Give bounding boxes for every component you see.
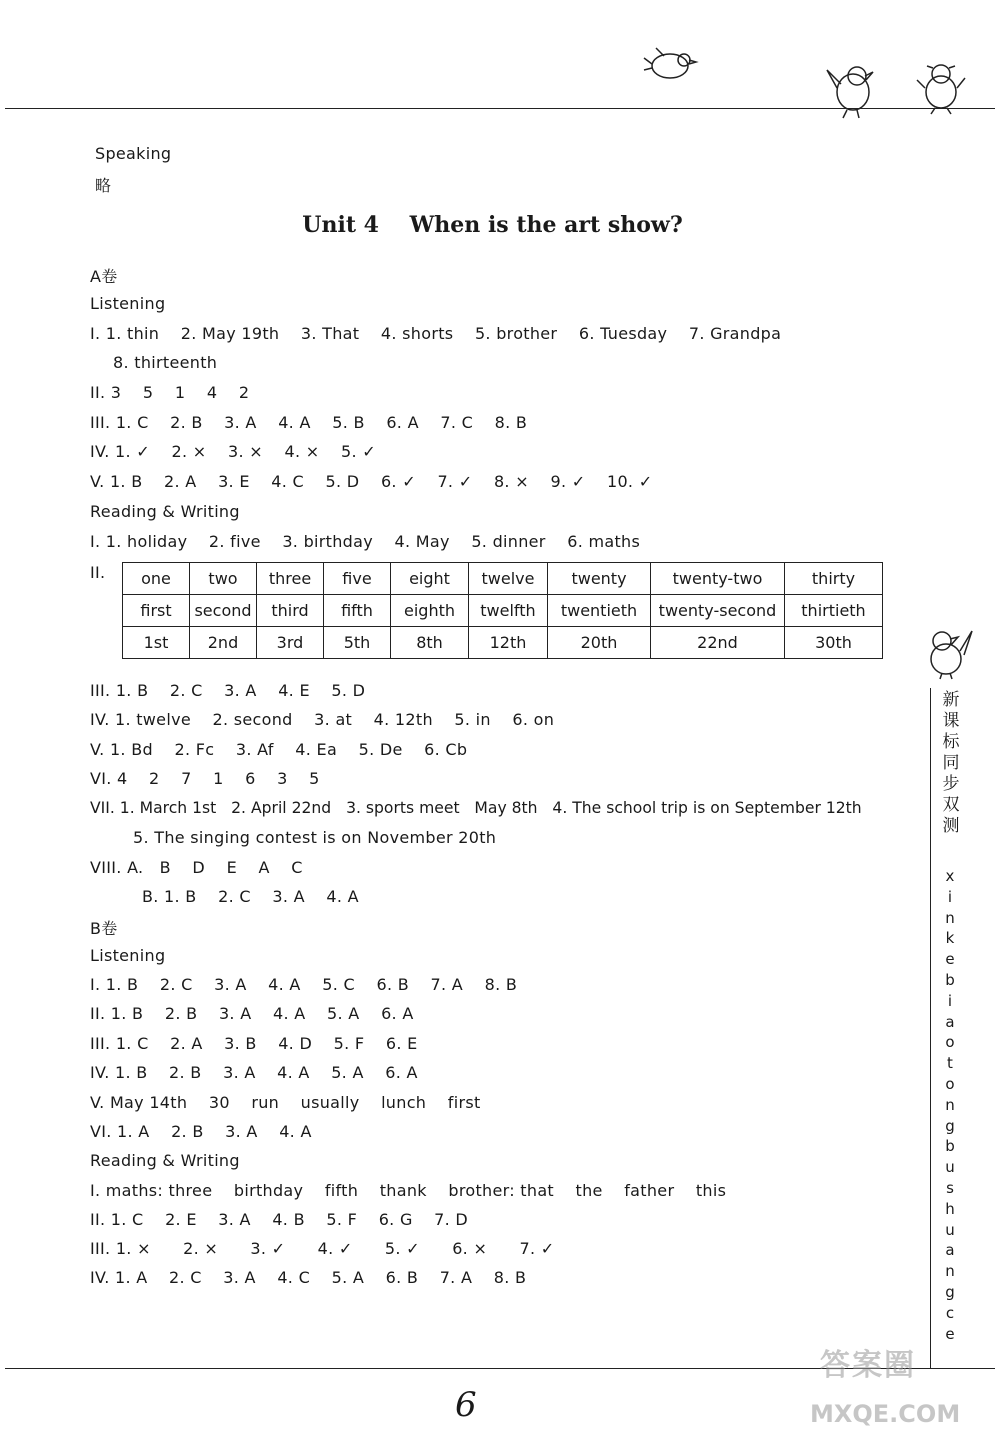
reading-heading: Reading & Writing <box>90 502 240 521</box>
table-cell: 5th <box>324 627 391 659</box>
answer-line: II. 3 5 1 4 2 <box>90 383 250 402</box>
table-cell: 22nd <box>651 627 785 659</box>
watermark-url: MXQE.COM <box>810 1400 961 1428</box>
bird-illustration <box>825 58 883 120</box>
sidebar-pinyin: x i n k e b i a o t o n g b u s h u a n g c e <box>945 867 955 1343</box>
table-cell: third <box>257 595 324 627</box>
table-cell: 1st <box>123 627 190 659</box>
answer-line: II. 1. B 2. B 3. A 4. A 5. A 6. A <box>90 1004 414 1023</box>
answer-line: IV. 1. twelve 2. second 3. at 4. 12th 5. in 6. on <box>90 710 555 729</box>
answer-line: I. 1. thin 2. May 19th 3. That 4. shorts 5. brother 6. Tuesday 7. Grandpa <box>90 324 782 343</box>
sidebar-title: 新 课 标 同 步 双 测 <box>942 690 960 836</box>
answer-line: IV. 1. ✓ 2. × 3. × 4. × 5. ✓ <box>90 442 376 461</box>
table-row <box>123 595 883 627</box>
answer-line: II. 1. C 2. E 3. A 4. B 5. F 6. G 7. D <box>90 1210 469 1229</box>
bird-illustration <box>640 40 702 84</box>
answer-line: III. 1. C 2. A 3. B 4. D 5. F 6. E <box>90 1034 418 1053</box>
answer-line: VI. 1. A 2. B 3. A 4. A <box>90 1122 312 1141</box>
answer-line: III. 1. × 2. × 3. ✓ 4. ✓ 5. ✓ 6. × 7. ✓ <box>90 1239 555 1258</box>
table-cell: twelve <box>469 563 548 595</box>
answer-line: V. 1. Bd 2. Fc 3. Af 4. Ea 5. De 6. Cb <box>90 740 468 759</box>
bird-illustration <box>920 625 974 681</box>
table-cell: one <box>123 563 190 595</box>
table-cell: eighth <box>391 595 469 627</box>
table-cell: thirtieth <box>785 595 883 627</box>
section-label: B卷 <box>90 919 118 938</box>
table-cell: 30th <box>785 627 883 659</box>
table-row <box>123 627 883 659</box>
table-cell: 20th <box>548 627 651 659</box>
table-cell: two <box>190 563 257 595</box>
page-number: 6 <box>455 1385 477 1425</box>
sidebar-rule <box>930 688 931 1368</box>
table-row <box>123 563 883 595</box>
unit-title: Unit 4 When is the art show? <box>302 212 683 238</box>
table-cell: 2nd <box>190 627 257 659</box>
answer-line: 5. The singing contest is on November 20th <box>133 828 497 847</box>
reading-heading: Reading & Writing <box>90 1151 240 1170</box>
answer-line: IV. 1. B 2. B 3. A 4. A 5. A 6. A <box>90 1063 418 1082</box>
table-cell: 12th <box>469 627 548 659</box>
answer-line: 8. thirteenth <box>113 353 218 372</box>
table-cell: eight <box>391 563 469 595</box>
answer-line: VIII. A. B D E A C <box>90 858 303 877</box>
table-cell: fifth <box>324 595 391 627</box>
table-cell: thirty <box>785 563 883 595</box>
table-cell: 8th <box>391 627 469 659</box>
table-cell: second <box>190 595 257 627</box>
answer-line: VI. 4 2 7 1 6 3 5 <box>90 769 320 788</box>
table-cell: twenty-two <box>651 563 785 595</box>
answer-line: I. maths: three birthday fifth thank brother: that the father this <box>90 1181 727 1200</box>
answer-line: IV. 1. A 2. C 3. A 4. C 5. A 6. B 7. A 8. B <box>90 1268 527 1287</box>
answer-line: II. <box>90 563 106 582</box>
table-cell: twelfth <box>469 595 548 627</box>
table-cell: three <box>257 563 324 595</box>
bird-illustration <box>915 58 967 116</box>
table-cell: first <box>123 595 190 627</box>
speaking-heading: Speaking <box>95 144 172 163</box>
table-cell: twentieth <box>548 595 651 627</box>
answer-line: I. 1. holiday 2. five 3. birthday 4. May 5. dinner 6. maths <box>90 532 641 551</box>
listening-heading: Listening <box>90 946 166 965</box>
answer-line: V. 1. B 2. A 3. E 4. C 5. D 6. ✓ 7. ✓ 8. × 9. ✓ 10. ✓ <box>90 472 653 491</box>
answer-line: III. 1. B 2. C 3. A 4. E 5. D <box>90 681 366 700</box>
table-cell: five <box>324 563 391 595</box>
answer-line: VII. 1. March 1st 2. April 22nd 3. sports meet May 8th 4. The school trip is on September 12th <box>90 799 862 817</box>
section-label: A卷 <box>90 267 118 286</box>
answer-line: III. 1. C 2. B 3. A 4. A 5. B 6. A 7. C 8. B <box>90 413 528 432</box>
answer-line: I. 1. B 2. C 3. A 4. A 5. C 6. B 7. A 8. B <box>90 975 518 994</box>
table-cell: twenty <box>548 563 651 595</box>
answer-line: B. 1. B 2. C 3. A 4. A <box>142 887 359 906</box>
watermark-logo: 答案圈 <box>820 1348 916 1383</box>
answer-line: V. May 14th 30 run usually lunch first <box>90 1093 481 1112</box>
speaking-text: 略 <box>95 176 112 195</box>
table-cell: twenty-second <box>651 595 785 627</box>
table-cell: 3rd <box>257 627 324 659</box>
listening-heading: Listening <box>90 294 166 313</box>
ordinal-table <box>122 562 883 659</box>
